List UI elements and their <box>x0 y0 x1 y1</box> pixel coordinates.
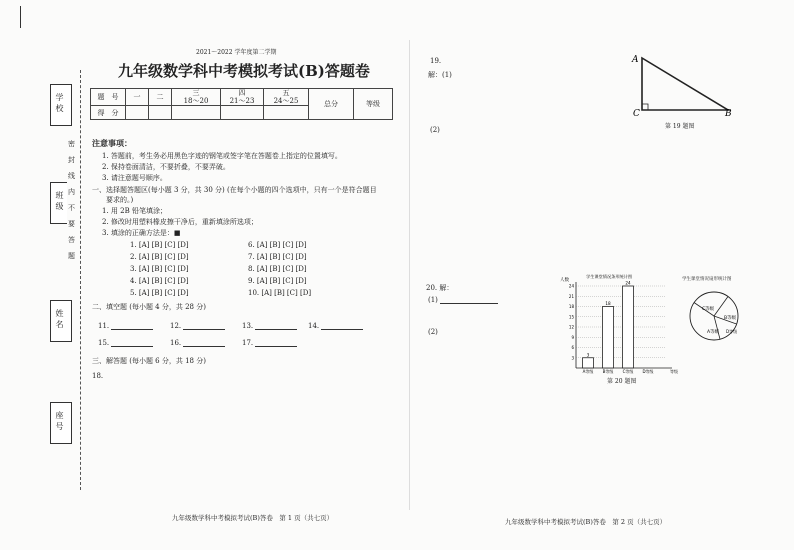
seal-line <box>80 70 81 490</box>
x-axis-label: 等级 <box>670 369 678 374</box>
part-label: (1) <box>428 296 438 304</box>
score-input[interactable] <box>172 106 221 120</box>
bar-2 <box>603 307 614 369</box>
bar-1 <box>583 358 594 368</box>
footer-right: 九年级数学科中考模拟考试(B)答卷 第 2 页（共七页） <box>505 518 667 526</box>
vertex-a-label: A <box>632 55 639 65</box>
blank-number: 17. <box>242 339 254 347</box>
fill-blank-13[interactable] <box>242 321 297 330</box>
score-input[interactable] <box>126 106 149 120</box>
score-cell: 三 18～20 <box>172 89 221 106</box>
blank-number: 13. <box>242 322 254 330</box>
bar-chart <box>560 272 680 374</box>
chart-title: 学生课堂情况条形统计图 <box>586 274 633 279</box>
question-19-part2: (2) <box>430 126 440 134</box>
note-item: 1. 答题前，考生务必用黑色字迹的钢笔或签字笔在答题卷上指定的位置填写。 <box>102 152 342 160</box>
question-20-number: 20. 解： <box>426 284 454 292</box>
y-tick-label: 12 <box>568 324 574 330</box>
y-tick-label: 18 <box>568 304 574 309</box>
class-label: 班 级 <box>55 191 64 211</box>
answer-option-7[interactable]: 7. [A] [B] [C] [D] <box>248 253 307 261</box>
school-label: 学 校 <box>55 93 64 113</box>
blank-number: 11. <box>98 322 110 330</box>
y-tick-label: 6 <box>571 345 574 350</box>
triangle-figure <box>628 52 738 127</box>
score-cell: 题 号 <box>91 89 126 106</box>
x-tick-label: A等级 <box>582 369 594 374</box>
score-cell: 得 分 <box>91 106 126 120</box>
x-tick-label: C等级 <box>622 369 634 374</box>
seal-line-text: 密 封 线 内 不 要 答 题 <box>68 140 75 260</box>
data-label: 24 <box>625 280 631 286</box>
note-item: 2. 保持卷面清洁，不要折叠，不要弄破。 <box>102 163 230 171</box>
section2-heading: 二、填空题 (每小题 4 分，共 28 分) <box>92 303 206 311</box>
score-cell: 五 24～25 <box>264 89 309 106</box>
fill-blank-17[interactable] <box>242 338 297 347</box>
score-input[interactable] <box>149 106 172 120</box>
answer-option-5[interactable]: 5. [A] [B] [C] [D] <box>130 289 189 297</box>
question-20-part2: (2) <box>428 328 438 336</box>
fill-blank-14[interactable] <box>308 321 363 330</box>
score-cell: 总分 <box>309 89 354 120</box>
section1-rule: 1. 用 2B 铅笔填涂； <box>102 207 167 215</box>
question-19-number: 19. <box>430 57 442 65</box>
fill-blank-11[interactable] <box>98 321 153 330</box>
score-input[interactable] <box>221 106 264 120</box>
page-title: 九年级数学科中考模拟考试(B)答题卷 <box>118 62 370 80</box>
score-cell: 四 21～23 <box>221 89 264 106</box>
score-cell: 一 <box>126 89 149 106</box>
section1-heading: 一、选择题答题区(每小题 3 分，共 30 分) (在每个小题的四个选项中，只有一个是符合题目 <box>92 186 377 194</box>
y-tick-label: 9 <box>571 334 574 340</box>
pie-chart-title: 学生课堂情况扇形统计图 <box>682 277 732 282</box>
blank-number: 14. <box>308 322 320 330</box>
question-19-part1: 解：(1) <box>428 71 452 79</box>
pie-label-c: C等级 <box>702 307 715 312</box>
answer-option-2[interactable]: 2. [A] [B] [C] [D] <box>130 253 189 261</box>
seat-label: 座 号 <box>55 411 64 431</box>
y-tick-label: 24 <box>568 283 574 289</box>
notes-heading: 注意事项： <box>92 138 132 148</box>
name-label: 姓 名 <box>55 309 64 329</box>
fill-blank-16[interactable] <box>170 338 225 347</box>
figure-19-caption: 第 19 题图 <box>665 123 695 130</box>
answer-option-3[interactable]: 3. [A] [B] [C] [D] <box>130 265 189 273</box>
binding-strip <box>0 0 88 550</box>
pie-chart <box>686 286 746 350</box>
school-year: 2021～2022 学年度第二学期 <box>196 49 277 56</box>
score-table-header-row <box>91 89 393 106</box>
edge-mark <box>20 6 21 28</box>
answer-option-1[interactable]: 1. [A] [B] [C] [D] <box>130 241 189 249</box>
note-item: 3. 请注意题号顺序。 <box>102 174 167 182</box>
question-18-number: 18. <box>92 372 104 380</box>
answer-option-9[interactable]: 9. [A] [B] [C] [D] <box>248 277 307 285</box>
y-tick-label: 3 <box>571 355 574 361</box>
data-label: 3 <box>586 352 590 358</box>
score-cell: 等级 <box>354 89 393 120</box>
bar-3 <box>623 286 634 368</box>
footer-left: 九年级数学科中考模拟考试(B)答卷 第 1 页（共七页） <box>172 514 334 522</box>
section3-heading: 三、解答题 (每小题 6 分，共 18 分) <box>92 357 206 365</box>
y-tick-label: 15 <box>568 314 574 320</box>
vertex-c-label: C <box>633 109 640 119</box>
score-input[interactable] <box>264 106 309 120</box>
y-axis-label: 人数 <box>560 278 569 283</box>
x-tick-label: D等级 <box>642 369 654 374</box>
fill-blank-12[interactable] <box>170 321 225 330</box>
answer-option-8[interactable]: 8. [A] [B] [C] [D] <box>248 265 307 273</box>
blank-number: 15. <box>98 339 110 347</box>
data-label: 18 <box>605 301 611 306</box>
answer-option-4[interactable]: 4. [A] [B] [C] [D] <box>130 277 189 285</box>
blank-number: 12. <box>170 322 182 330</box>
fill-blank-15[interactable] <box>98 338 153 347</box>
center-divider <box>409 40 410 510</box>
section1-heading-cont: 要求的。) <box>106 196 134 204</box>
blank-number: 16. <box>170 339 182 347</box>
score-cell: 二 <box>149 89 172 106</box>
question-20-part1[interactable] <box>428 295 498 304</box>
pie-label-b: B等级 <box>724 316 737 321</box>
section1-rule: 3. 填涂的正确方法是：■ <box>102 229 181 237</box>
x-tick-label: B等级 <box>602 369 614 374</box>
pie-label-d: D等级 <box>726 329 738 334</box>
answer-option-10[interactable]: 10. [A] [B] [C] [D] <box>248 289 312 297</box>
figure-20-caption: 第 20 题图 <box>607 378 637 385</box>
answer-option-6[interactable]: 6. [A] [B] [C] [D] <box>248 241 307 249</box>
y-tick-label: 21 <box>568 293 574 299</box>
section1-rule: 2. 修改时用塑料橡皮擦干净后，重新填涂所选项； <box>102 218 258 226</box>
pie-label-a: A等级 <box>707 330 720 335</box>
score-table <box>90 88 393 120</box>
vertex-b-label: B <box>725 109 732 119</box>
